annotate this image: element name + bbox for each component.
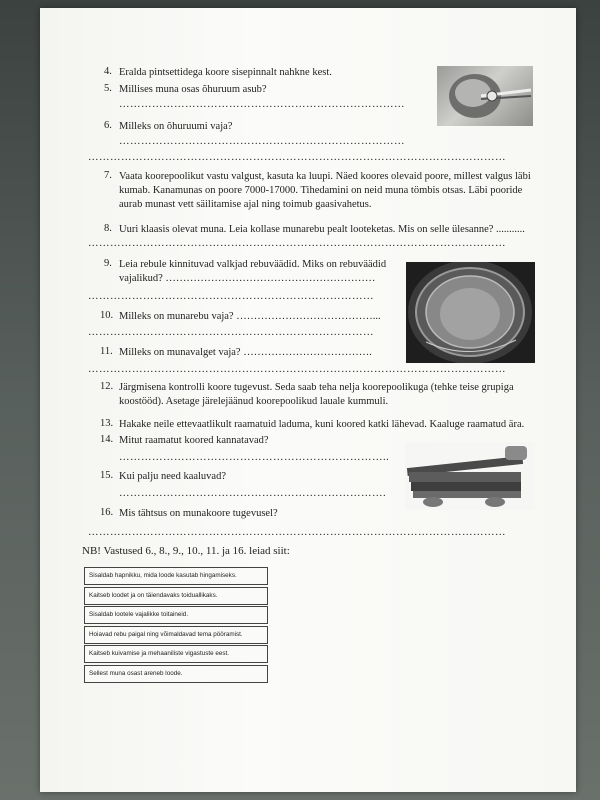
q10-answer-line[interactable]: ……………………………………………………………………	[88, 327, 374, 338]
q15-answer-line[interactable]: ……………………………………………………………….	[119, 488, 387, 499]
tweezers-photo	[437, 66, 533, 126]
q14-text: Mitut raamatut koored kannatavad?	[119, 435, 269, 446]
q13-text: Hakake neile ettevaatlikult raamatuid laduma, kuni koored katki lähevad. Kaaluge raamatud ära.	[119, 419, 525, 430]
q12-number: 12.	[100, 381, 114, 392]
q10-number: 10.	[100, 310, 114, 321]
answer-option: Sisaldab hapnikku, mida loode kasutab hingamiseks.	[84, 567, 268, 585]
q4-number: 4.	[104, 66, 112, 77]
q13-number: 13.	[100, 418, 114, 429]
q14-number: 14.	[100, 434, 114, 445]
q8-text: Uuri klaasis olevat muna. Leia kollase munarebu pealt looteketas. Mis on selle ülesanne? ...........	[119, 224, 525, 235]
q5-answer-line[interactable]: ……………………………………………………………………	[119, 99, 405, 110]
q7-text: Vaata koorepoolikut vastu valgust, kasuta ka luupi. Näed koores olevaid poore, millest valgus läbi kumab. Kanamunas on poore 7000-17000. Tihedamini on neid muna tömbis otsas. Läbi pooride aurab munast vett säilitamise ajal ning toimub gaasivahetus.	[119, 171, 531, 210]
q5-number: 5.	[104, 83, 112, 94]
answer-options-list	[84, 567, 268, 684]
q5-text: Millises muna osas õhuruum asub?	[119, 84, 267, 95]
q14-answer-line[interactable]: ………………………………………………………………..	[119, 452, 389, 463]
answer-option: Sellest muna osast areneb loode.	[84, 665, 268, 683]
q11-number: 11.	[100, 346, 113, 357]
q6-number: 6.	[104, 120, 112, 131]
q9-text-line1: Leia rebule kinnituvad valkjad rebuväädid. Miks on rebuväädid	[119, 259, 387, 270]
q15-text: Kui palju need kaaluvad?	[119, 471, 226, 482]
q6-answer-line-2[interactable]: ……………………………………………………………………………………………………	[88, 152, 506, 163]
q16-answer-line[interactable]: ……………………………………………………………………………………………………	[88, 527, 506, 538]
q6-answer-line-1[interactable]: ……………………………………………………………………	[119, 136, 405, 147]
egg-in-glass-photo	[406, 262, 535, 363]
answer-option: Sisaldab lootele vajalikke toitaineid.	[84, 606, 268, 624]
q9-answer-line[interactable]: ……………………………………………………………………	[88, 291, 374, 302]
q10-text: Milleks on munarebu vaja? …………………………………...	[119, 311, 381, 322]
q11-answer-line[interactable]: ……………………………………………………………………………………………………	[88, 364, 506, 375]
q16-number: 16.	[100, 507, 114, 518]
q9-text-line2: vajalikud? ……………………………………………………	[119, 273, 376, 284]
q9-number: 9.	[104, 258, 112, 269]
q11-text: Milleks on munavalget vaja? ……………………………….	[119, 347, 372, 358]
books-on-eggshells-photo	[405, 442, 535, 510]
answer-option: Hoiavad rebu paigal ning võimaldavad tema pööramist.	[84, 626, 268, 644]
q8-number: 8.	[104, 223, 112, 234]
q8-answer-line[interactable]: ……………………………………………………………………………………………………	[88, 238, 506, 249]
q16-text: Mis tähtsus on munakoore tugevusel?	[119, 508, 278, 519]
q12-text: Järgmisena kontrolli koore tugevust. Seda saab teha nelja koorepoolikuga (tehke teise grupiga koostööd). Asetage järelejäänud koorepoolikud lauale kummuli.	[119, 382, 514, 407]
answer-option: Kaitseb loodet ja on täiendavaks toiduallikaks.	[84, 587, 268, 605]
q7-number: 7.	[104, 170, 112, 181]
q6-text: Milleks on õhuruumi vaja?	[119, 121, 233, 132]
q15-number: 15.	[100, 470, 114, 481]
answer-option: Kaitseb kuivamise ja mehaaniliste vigastuste eest.	[84, 645, 268, 663]
answers-note: NB! Vastused 6., 8., 9., 10., 11. ja 16. leiad siit:	[82, 545, 290, 557]
q4-text: Eralda pintsettidega koore sisepinnalt nahkne kest.	[119, 67, 332, 78]
